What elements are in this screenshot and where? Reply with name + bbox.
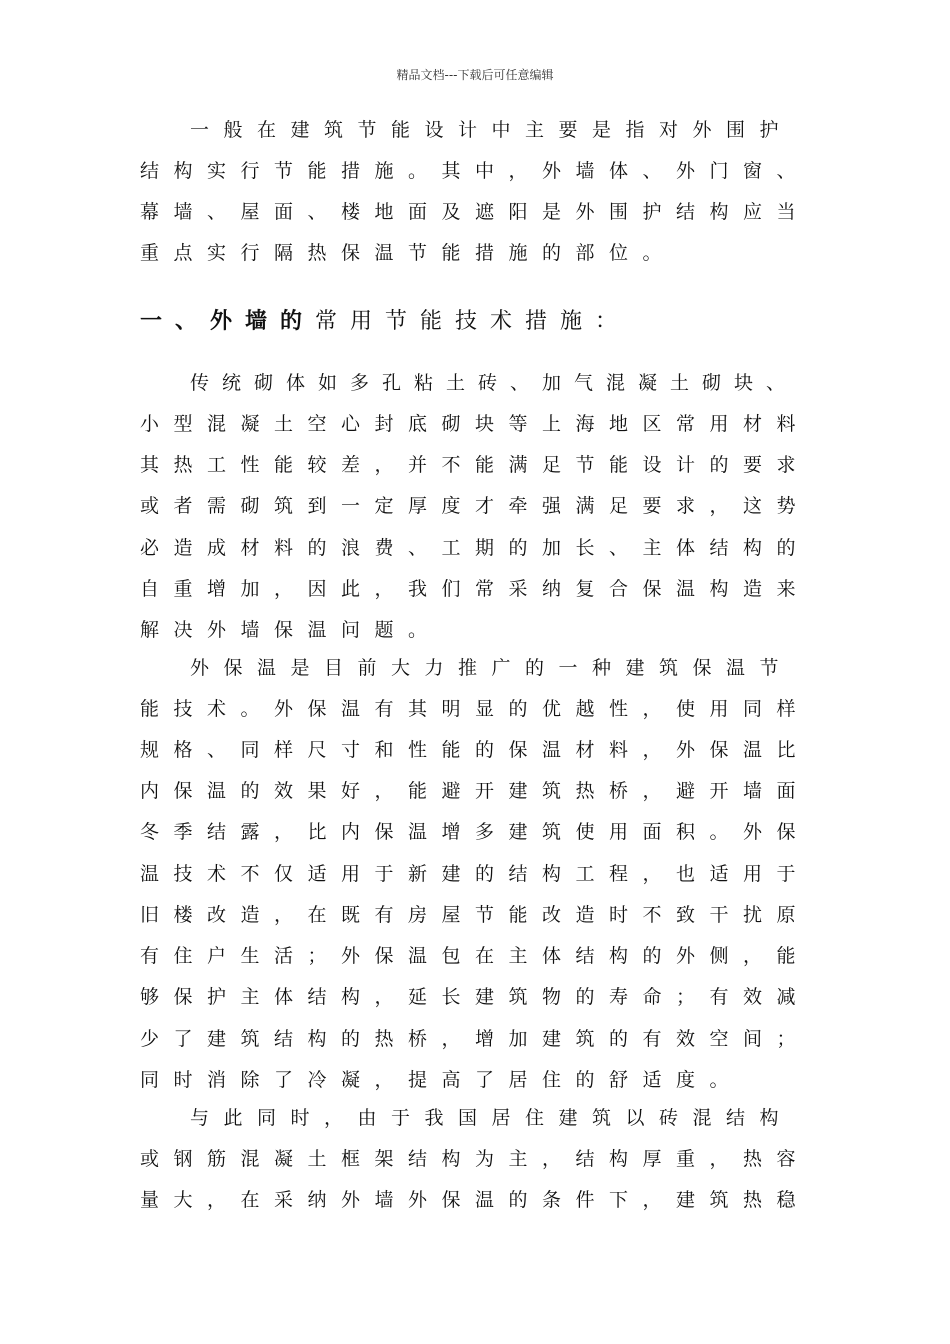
para2-line-2: 能技术。外保温有其明显的优越性，使用同样	[140, 698, 811, 720]
para2-line-7: 旧楼改造，在既有房屋节能改造时不致干扰原	[140, 904, 811, 926]
page-header: 精品文档---下载后可任意编辑	[396, 68, 554, 82]
para2-line-11: 同时消除了冷凝，提高了居住的舒适度。	[140, 1069, 744, 1091]
section-heading	[140, 308, 630, 336]
para2-line-9: 够保护主体结构，延长建筑物的寿命；有效减	[140, 986, 811, 1008]
section-heading-bold: 一、外墙的	[140, 309, 316, 334]
intro-line-4: 重点实行隔热保温节能措施的部位。	[140, 242, 677, 264]
para1-line-7: 解决外墙保温问题。	[140, 619, 442, 641]
intro-line-1: 一般在建筑节能设计中主要是指对外围护	[190, 119, 794, 141]
para2-line-1: 外保温是目前大力推广的一种建筑保温节	[190, 657, 794, 679]
para2-line-4: 内保温的效果好，能避开建筑热桥，避开墙面	[140, 780, 811, 802]
para2-line-8: 有住户生活；外保温包在主体结构的外侧，能	[140, 945, 811, 967]
para3-line-3: 量大，在采纳外墙外保温的条件下，建筑热稳	[140, 1189, 811, 1211]
para1-line-2: 小型混凝土空心封底砌块等上海地区常用材料	[140, 413, 811, 435]
para3-line-2: 或钢筋混凝土框架结构为主，结构厚重，热容	[140, 1148, 811, 1170]
para1-line-1: 传统砌体如多孔粘土砖、加气混凝土砌块、	[190, 372, 799, 394]
para1-line-6: 自重增加，因此，我们常采纳复合保温构造来	[140, 578, 811, 600]
section-heading-rest: 常用节能技术措施：	[315, 309, 631, 334]
intro-line-2: 结构实行节能措施。其中，外墙体、外门窗、	[140, 160, 811, 182]
para2-line-3: 规格、同样尺寸和性能的保温材料，外保温比	[140, 739, 811, 761]
para1-line-3: 其热工性能较差，并不能满足节能设计的要求	[140, 454, 811, 476]
para3-line-1: 与此同时，由于我国居住建筑以砖混结构	[190, 1107, 794, 1129]
para1-line-4: 或者需砌筑到一定厚度才牵强满足要求，这势	[140, 495, 811, 517]
para2-line-5: 冬季结露，比内保温增多建筑使用面积。外保	[140, 821, 811, 843]
para2-line-6: 温技术不仅适用于新建的结构工程，也适用于	[140, 863, 811, 885]
para2-line-10: 少了建筑结构的热桥，增加建筑的有效空间；	[140, 1028, 811, 1050]
para1-line-5: 必造成材料的浪费、工期的加长、主体结构的	[140, 537, 811, 559]
intro-line-3: 幕墙、屋面、楼地面及遮阳是外围护结构应当	[140, 201, 811, 223]
